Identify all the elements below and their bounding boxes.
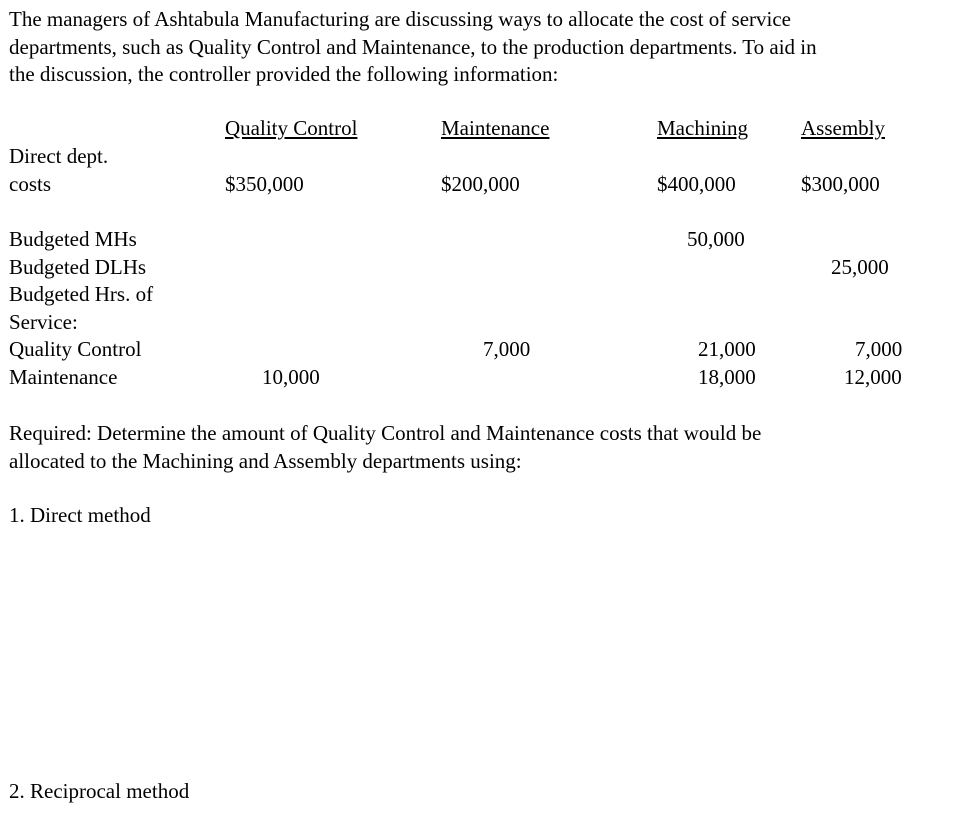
direct-cost-assembly: $300,000 (801, 172, 880, 196)
qc-service-machining: 21,000 (698, 337, 756, 361)
method-direct: 1. Direct method (9, 503, 151, 527)
maintenance-service-machining: 18,000 (698, 365, 756, 389)
maintenance-service-quality-control: 10,000 (262, 365, 320, 389)
maintenance-service-assembly: 12,000 (844, 365, 902, 389)
qc-service-maintenance: 7,000 (483, 337, 531, 361)
budgeted-service-label-line-2: Service: (9, 310, 78, 334)
direct-costs-label-line-1: Direct dept. (9, 144, 109, 168)
direct-cost-maintenance: $200,000 (441, 172, 520, 196)
direct-cost-quality-control: $350,000 (225, 172, 304, 196)
header-maintenance: Maintenance (441, 116, 550, 140)
required-line-2: allocated to the Machining and Assembly departments using: (9, 448, 522, 473)
direct-costs-label-line-2: costs (9, 172, 51, 196)
maintenance-service-label: Maintenance (9, 365, 118, 389)
required-line-1: Required: Determine the amount of Quality Control and Maintenance costs that would be (9, 421, 762, 445)
intro-line-3: the discussion, the controller provided the following information: (9, 62, 559, 86)
header-machining: Machining (657, 116, 748, 140)
qc-service-label: Quality Control (9, 337, 142, 361)
intro-paragraph (9, 6, 949, 89)
qc-service-assembly: 7,000 (855, 337, 903, 361)
budgeted-dlhs-assembly: 25,000 (831, 255, 889, 279)
intro-line-1: The managers of Ashtabula Manufacturing are discussing ways to allocate the cost of service (9, 7, 791, 31)
header-quality-control: Quality Control (225, 116, 358, 140)
header-assembly: Assembly (801, 116, 885, 140)
budgeted-mhs-label: Budgeted MHs (9, 227, 137, 251)
budgeted-mhs-machining: 50,000 (687, 227, 745, 251)
budgeted-service-label-line-1: Budgeted Hrs. of (9, 282, 154, 306)
intro-line-2: departments, such as Quality Control and Maintenance, to the production departments. To aid in (9, 34, 817, 59)
required-paragraph (9, 420, 949, 475)
budgeted-dlhs-label: Budgeted DLHs (9, 255, 147, 279)
direct-cost-machining: $400,000 (657, 172, 736, 196)
method-reciprocal: 2. Reciprocal method (9, 779, 190, 803)
